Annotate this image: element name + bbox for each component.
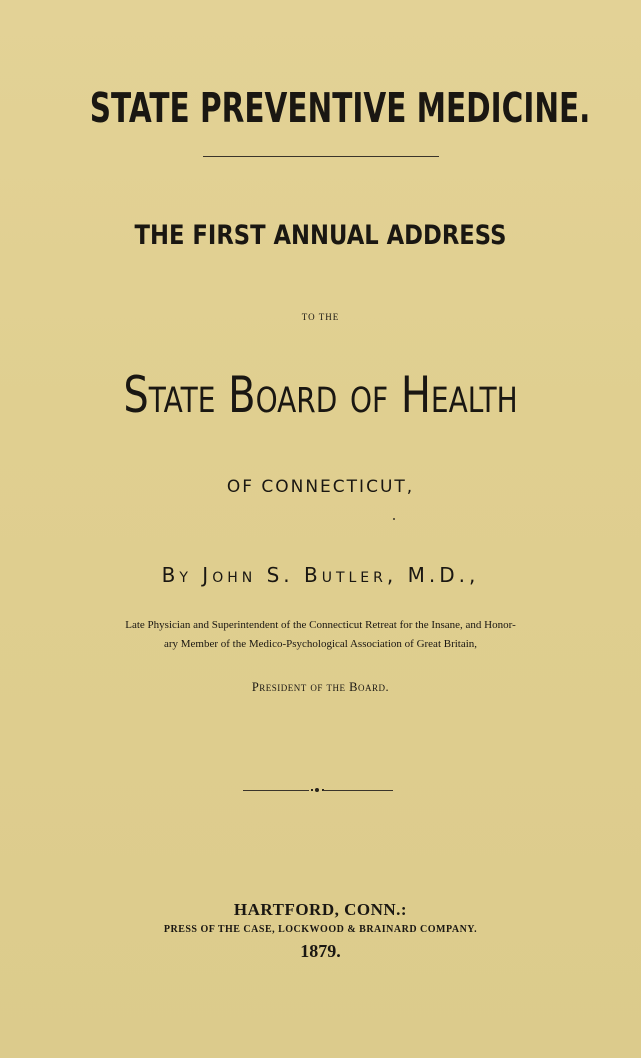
to-the-text: TO THE xyxy=(301,312,340,322)
divider-ornament xyxy=(243,788,393,794)
author-line: By John S. Butler, M.D., xyxy=(161,563,480,587)
credential-line-2: ary Member of the Medico-Psychological Association of Great Britain, xyxy=(163,638,478,650)
position-line: President of the Board. xyxy=(251,680,390,694)
credential-line-1: Late Physician and Superintendent of the Connecticut Retreat for the Insane, and Honor- xyxy=(125,619,516,631)
main-title: STATE PREVENTIVE MEDICINE. xyxy=(89,84,591,132)
subtitle: THE FIRST ANNUAL ADDRESS xyxy=(134,220,507,251)
state-line: OF CONNECTICUT, xyxy=(226,477,415,497)
board-heading: State Board of Health xyxy=(123,366,518,424)
imprint-press: PRESS OF THE CASE, LOCKWOOD & BRAINARD COMPANY. xyxy=(163,924,478,935)
imprint-year: 1879. xyxy=(300,941,341,961)
imprint-place: HARTFORD, CONN.: xyxy=(233,900,408,919)
print-speck xyxy=(393,518,395,520)
title-rule xyxy=(203,156,439,157)
